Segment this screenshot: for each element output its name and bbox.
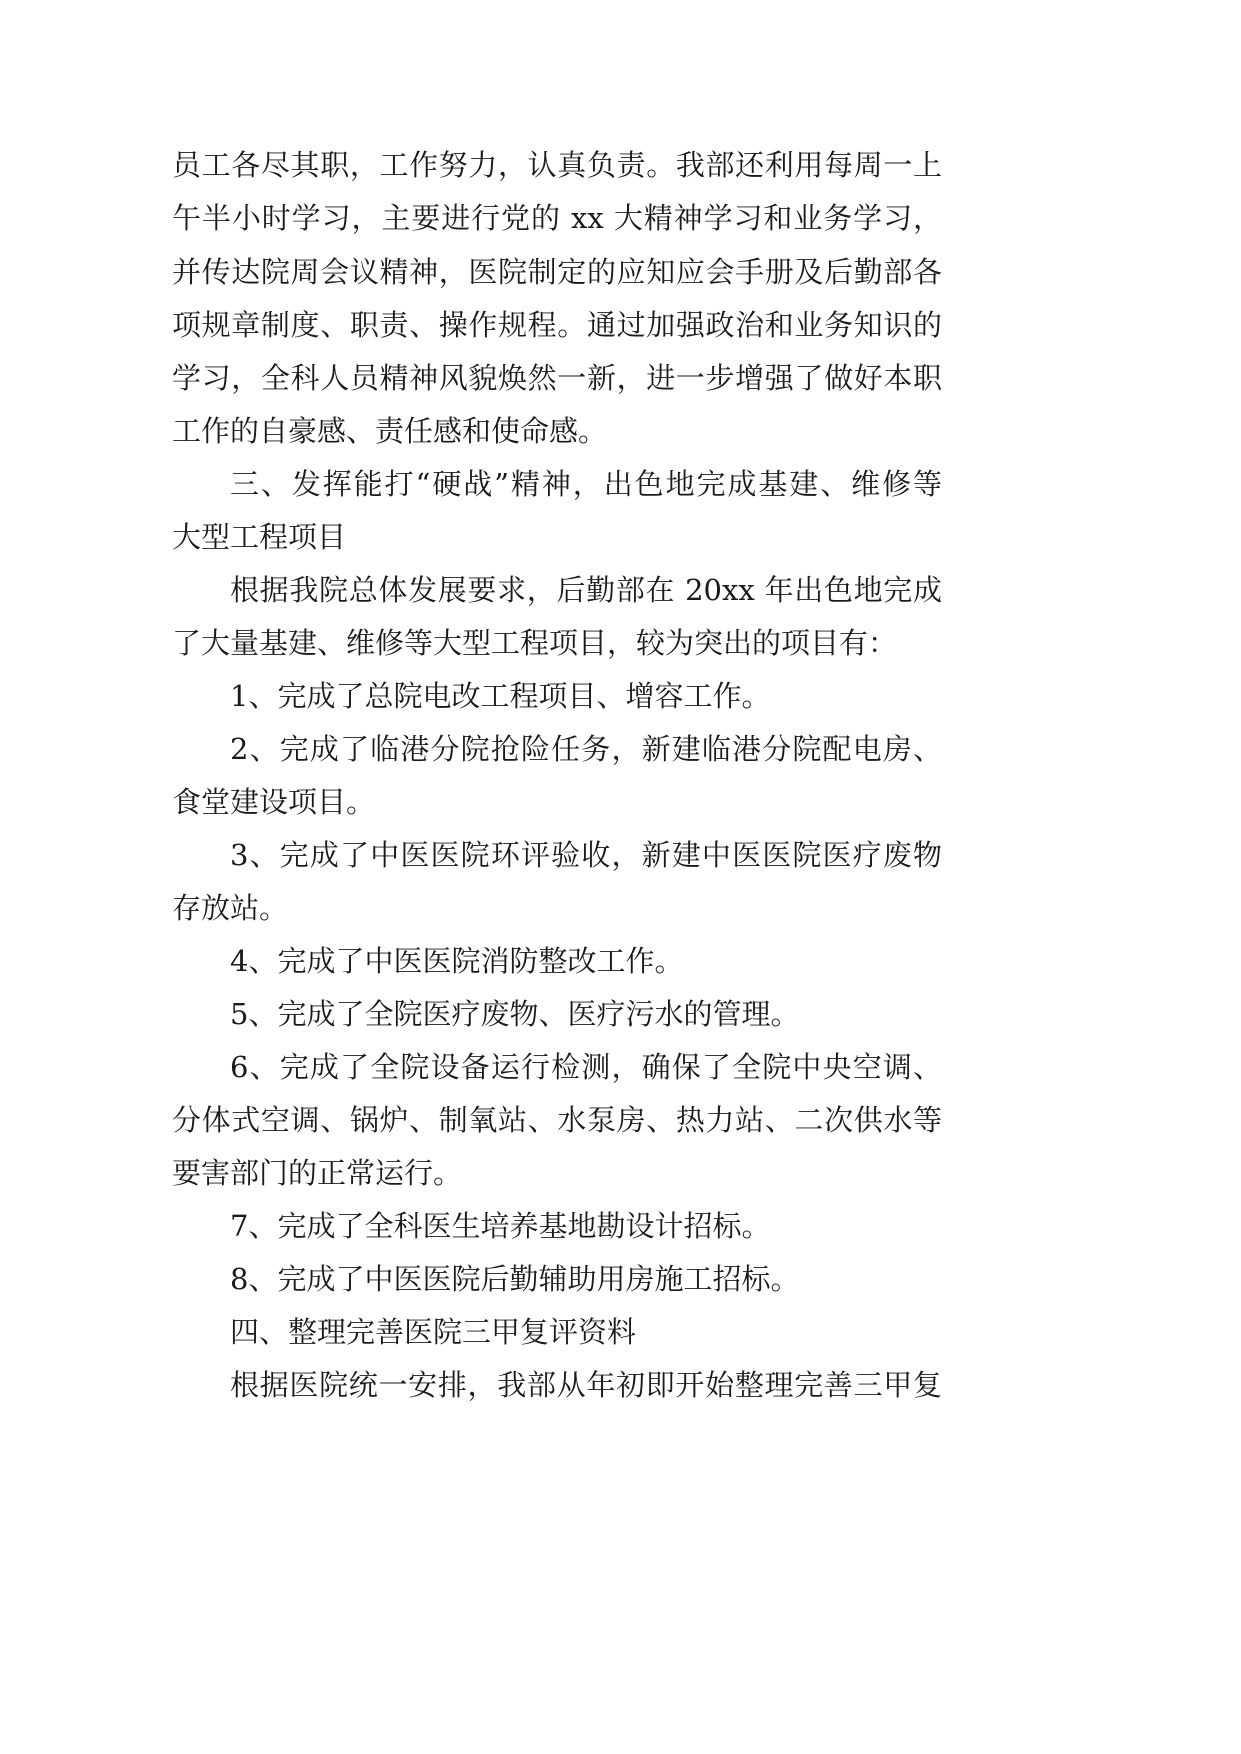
section-heading-line: 大型工程项目	[172, 520, 347, 554]
section-heading-line: 三、发挥能打“硬战”精神，出色地完成基建、维修等	[230, 467, 942, 501]
body-text-line: 员工各尽其职，工作努力，认真负责。我部还利用每周一上	[172, 148, 942, 182]
body-text-line: 项规章制度、职责、操作规程。通过加强政治和业务知识的	[172, 308, 942, 342]
section-heading-line: 四、整理完善医院三甲复评资料	[230, 1315, 637, 1349]
list-item-line: 6、完成了全院设备运行检测，确保了全院中央空调、	[230, 1050, 942, 1084]
body-text-line: 工作的自豪感、责任感和使命感。	[172, 414, 608, 448]
list-item-line: 食堂建设项目。	[172, 785, 376, 819]
list-item-line: 7、完成了全科医生培养基地勘设计招标。	[230, 1209, 771, 1243]
body-text-line: 根据医院统一安排，我部从年初即开始整理完善三甲复	[230, 1368, 942, 1402]
body-text-line: 并传达院周会议精神，医院制定的应知应会手册及后勤部各	[172, 255, 942, 289]
body-text-line: 学习，全科人员精神风貌焕然一新，进一步增强了做好本职	[172, 361, 942, 395]
list-item-line: 分体式空调、锅炉、制氧站、水泵房、热力站、二次供水等	[172, 1103, 942, 1137]
list-item-line: 3、完成了中医医院环评验收，新建中医医院医疗废物	[230, 838, 942, 872]
list-item-line: 存放站。	[172, 891, 289, 925]
list-item-line: 8、完成了中医医院后勤辅助用房施工招标。	[230, 1262, 800, 1296]
list-item-line: 2、完成了临港分院抢险任务，新建临港分院配电房、	[230, 732, 942, 766]
list-item-line: 5、完成了全院医疗废物、医疗污水的管理。	[230, 997, 800, 1031]
list-item-line: 1、完成了总院电改工程项目、增容工作。	[230, 679, 771, 713]
body-text-line: 了大量基建、维修等大型工程项目，较为突出的项目有：	[172, 626, 898, 660]
body-text-line: 根据我院总体发展要求，后勤部在 20xx 年出色地完成	[230, 573, 942, 607]
body-text-line: 午半小时学习，主要进行党的 xx 大精神学习和业务学习，	[172, 201, 942, 235]
list-item-line: 4、完成了中医医院消防整改工作。	[230, 944, 684, 978]
list-item-line: 要害部门的正常运行。	[172, 1156, 463, 1190]
